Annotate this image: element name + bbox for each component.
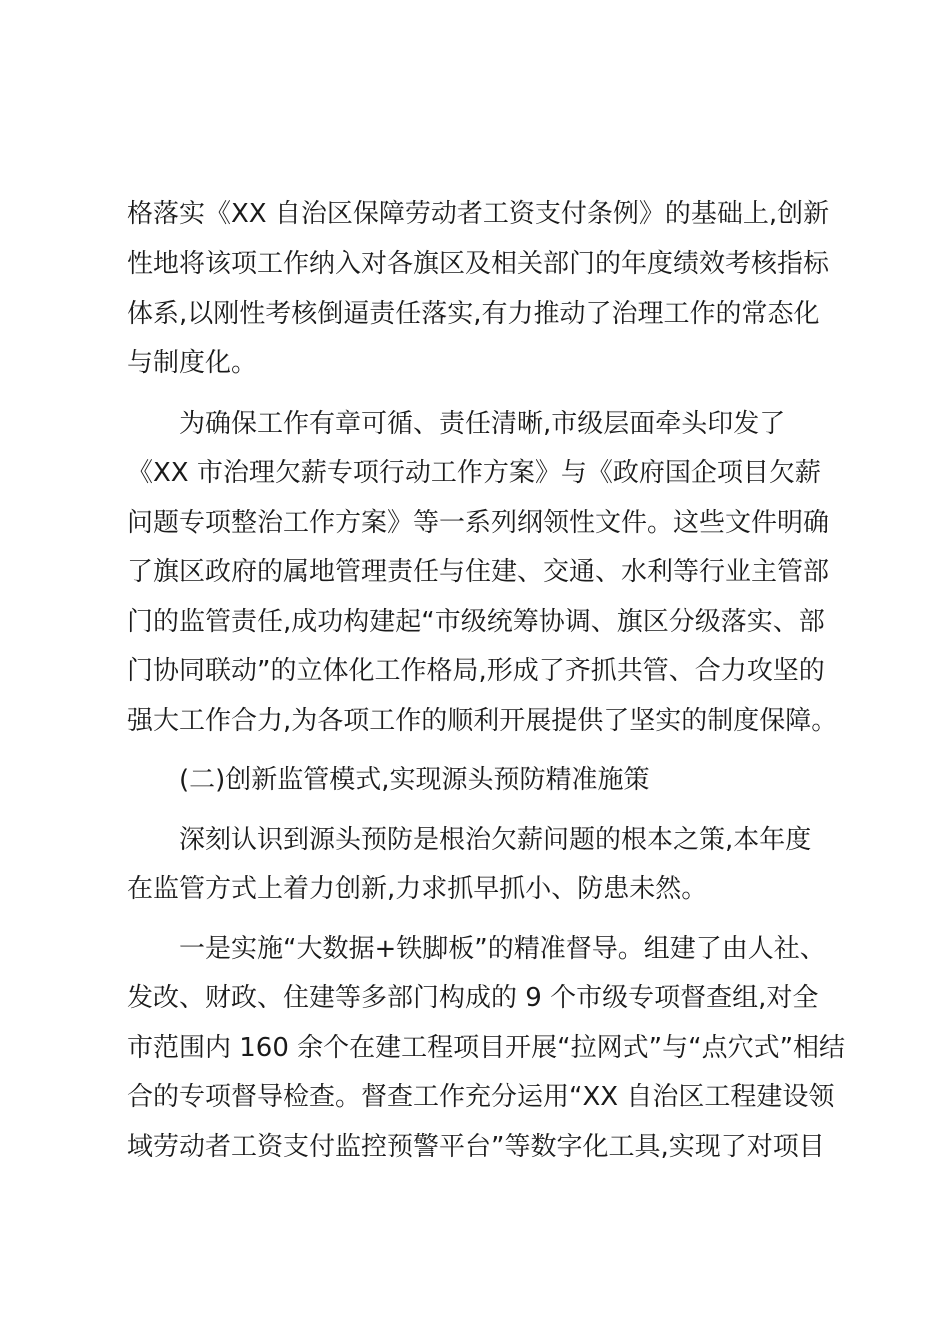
paragraph-4-line-4: 合的专项督导检查。督查工作充分运用“XX 自治区工程建设领: [127, 1082, 835, 1112]
paragraph-3-line-1: 深刻认识到源头预防是根治欠薪问题的根本之策,本年度: [179, 825, 812, 855]
paragraph-1-line-2: 性地将该项工作纳入对各旗区及相关部门的年度绩效考核指标: [127, 249, 830, 279]
paragraph-1-line-1: 格落实《XX 自治区保障劳动者工资支付条例》的基础上,创新: [127, 199, 830, 229]
paragraph-1-line-4: 与制度化。: [127, 348, 258, 378]
paragraph-4-line-2: 发改、财政、住建等多部门构成的 9 个市级专项督查组,对全: [127, 983, 819, 1013]
paragraph-4-line-3: 市范围内 160 余个在建工程项目开展“拉网式”与“点穴式”相结: [127, 1033, 846, 1063]
paragraph-2-line-5: 门的监管责任,成功构建起“市级统筹协调、旗区分级落实、部: [127, 607, 825, 637]
paragraph-4-line-1: 一是实施“大数据+铁脚板”的精准督导。组建了由人社、: [179, 934, 826, 964]
paragraph-2-line-7: 强大工作合力,为各项工作的顺利开展提供了坚实的制度保障。: [127, 706, 838, 736]
paragraph-2-line-2: 《XX 市治理欠薪专项行动工作方案》与《政府国企项目欠薪: [127, 458, 821, 488]
paragraph-2-line-6: 门协同联动”的立体化工作格局,形成了齐抓共管、合力攻坚的: [127, 656, 825, 686]
paragraph-2-line-1: 为确保工作有章可循、责任清晰,市级层面牵头印发了: [179, 409, 786, 439]
section-heading: (二)创新监管模式,实现源头预防精准施策: [179, 765, 650, 795]
paragraph-2-line-3: 问题专项整治工作方案》等一系列纲领性文件。这些文件明确: [127, 508, 830, 538]
paragraph-1-line-3: 体系,以刚性考核倒逼责任落实,有力推动了治理工作的常态化: [127, 299, 820, 329]
paragraph-3-line-2: 在监管方式上着力创新,力求抓早抓小、防患未然。: [127, 874, 708, 904]
paragraph-4-line-5: 域劳动者工资支付监控预警平台”等数字化工具,实现了对项目: [127, 1132, 825, 1162]
paragraph-2-line-4: 了旗区政府的属地管理责任与住建、交通、水利等行业主管部: [127, 557, 830, 587]
